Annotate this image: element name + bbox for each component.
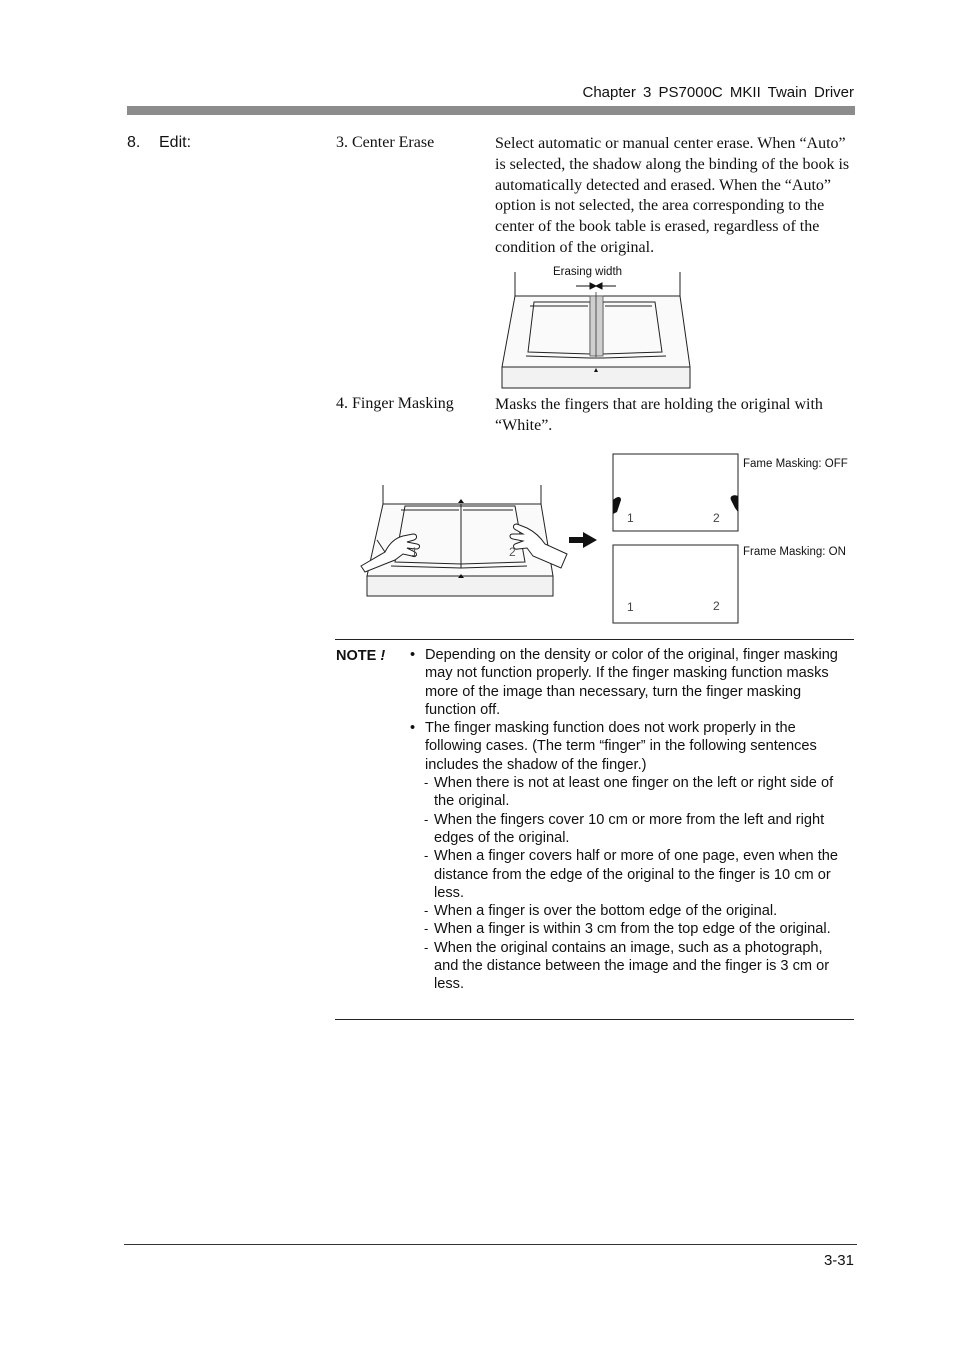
footer-rule (124, 1244, 857, 1245)
note-label-text: NOTE (336, 648, 377, 664)
masking-off-result (613, 454, 738, 531)
note-label (336, 648, 385, 664)
page-number-right: 2 (509, 545, 516, 559)
page-number-left: 1 (411, 545, 418, 559)
off-page-left: 1 (627, 511, 634, 525)
header-bar (127, 106, 855, 115)
right-arrow-icon (569, 532, 597, 548)
finger-masking-figure (355, 448, 865, 628)
note-bottom-rule (335, 1019, 854, 1020)
step-label: Edit: (159, 134, 192, 151)
note-body (410, 646, 850, 994)
note-subitem: - When there is not at least one finger on the left or right side of the original. (410, 774, 850, 811)
on-page-left: 1 (627, 600, 634, 614)
erase-strip (590, 296, 603, 356)
on-page-right: 2 (713, 599, 720, 613)
masking-on-label: Frame Masking: ON (743, 546, 846, 558)
note-subitem: - When the original contains an image, such as a photograph, and the distance between the image and the finger is 3 cm or less. (410, 939, 850, 994)
center-erase-label: 3. Center Erase (336, 134, 435, 151)
note-mark: ! (380, 648, 386, 664)
note-bullet: • Depending on the density or color of the original, finger masking may not function properly. If the finger masking function masks more of the image than necessary, turn the finger masking function off. (410, 646, 850, 719)
note-top-rule (335, 639, 854, 640)
finger-masking-description: Masks the fingers that are holding the original with “White”. (495, 396, 823, 434)
masking-on-result (613, 545, 738, 623)
note-subitem: - When the fingers cover 10 cm or more from the left and right edges of the original. (410, 811, 850, 848)
step-number: 8. (127, 134, 141, 151)
erasing-width-label: Erasing width (553, 266, 623, 278)
finger-masking-label: 4. Finger Masking (336, 395, 454, 412)
masking-off-label: Fame Masking: OFF (743, 458, 848, 470)
page-number: 3-31 (823, 1252, 854, 1269)
center-erase-figure (490, 262, 700, 392)
note-subitem: - When a finger covers half or more of one page, even when the distance from the edge of the original to the finger is 10 cm or less. (410, 847, 850, 902)
note-bullet: • The finger masking function does not work properly in the following cases. (The term “finger” in the following sentences includes the shadow of the finger.) (410, 719, 850, 774)
note-subitem: - When a finger is over the bottom edge of the original. (410, 902, 850, 920)
erasing-width-arrows (576, 283, 616, 289)
off-page-right: 2 (713, 511, 720, 525)
center-erase-description: Select automatic or manual center erase. When “Auto” is selected, the shadow along the binding of the book is automatically detected and erased. When the “Auto” option is not selected, the area corresponding to the center of the book table is erased, regardless of the condition of the original. (495, 135, 850, 256)
chapter-header: Chapter 3 PS7000C MKII Twain Driver (582, 84, 854, 101)
note-subitem: - When a finger is within 3 cm from the top edge of the original. (410, 920, 850, 938)
